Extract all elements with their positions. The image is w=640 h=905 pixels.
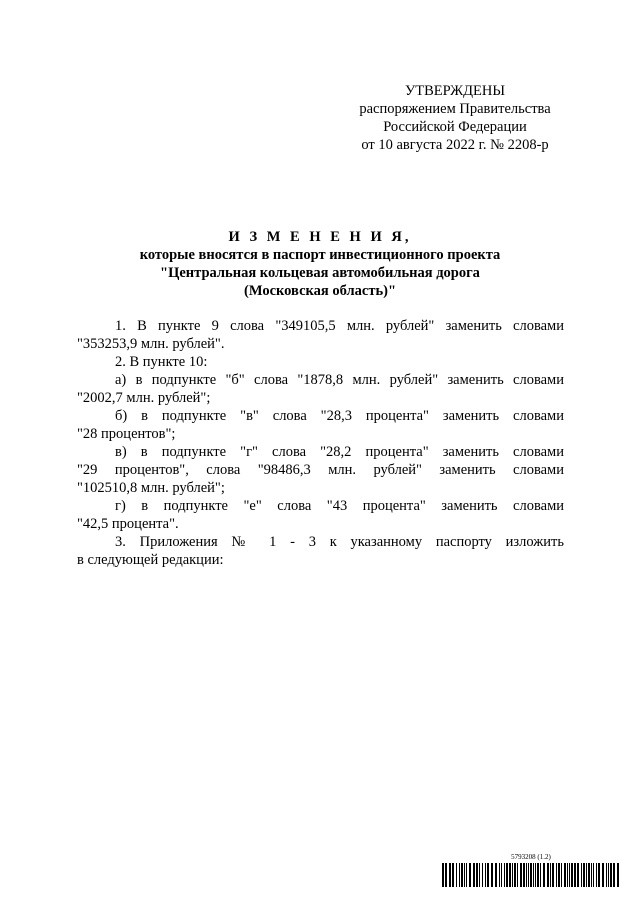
document-body: [77, 317, 564, 569]
approval-line: распоряжением Правительства: [359, 101, 551, 117]
body-line: б) в подпункте "в" слова "28,3 процента" заменить словами: [115, 408, 564, 424]
body-line: а) в подпункте "б" слова "1878,8 млн. рублей" заменить словами: [115, 372, 564, 388]
body-line: г) в подпункте "е" слова "43 процента" заменить словами: [115, 498, 564, 514]
document-heading: [0, 228, 640, 300]
body-line: "2002,7 млн. рублей";: [77, 390, 211, 406]
approval-title: УТВЕРЖДЕНЫ: [404, 83, 506, 99]
document-footer: [442, 853, 620, 887]
body-line: 2. В пункте 10:: [115, 354, 208, 370]
body-line: "102510,8 млн. рублей";: [77, 480, 225, 496]
body-line: "42,5 процента".: [77, 516, 179, 532]
body-line: 3. Приложения № 1 - 3 к указанному паспорту изложить: [115, 534, 564, 550]
approval-block: [330, 82, 580, 154]
barcode-code: 5793208 (1.2): [511, 853, 551, 861]
approval-line: Российской Федерации: [383, 119, 527, 135]
body-line: "29 процентов", слова "98486,3 млн. рублей" заменить словами: [77, 462, 564, 478]
body-line: в) в подпункте "г" слова "28,2 процента" заменить словами: [115, 444, 564, 460]
body-line: "353253,9 млн. рублей".: [77, 336, 225, 352]
heading-title: И З М Е Н Е Н И Я,: [228, 229, 412, 245]
body-line: 1. В пункте 9 слова "349105,5 млн. рублей" заменить словами: [115, 318, 564, 334]
body-line: в следующей редакции:: [77, 552, 224, 568]
heading-line: (Московская область)": [244, 283, 396, 299]
heading-line: "Центральная кольцевая автомобильная дорога: [160, 265, 480, 281]
approval-line: от 10 августа 2022 г. № 2208-р: [361, 137, 549, 153]
heading-line: которые вносятся в паспорт инвестиционного проекта: [139, 247, 501, 263]
body-line: "28 процентов";: [77, 426, 176, 442]
barcode-icon: [442, 863, 620, 887]
